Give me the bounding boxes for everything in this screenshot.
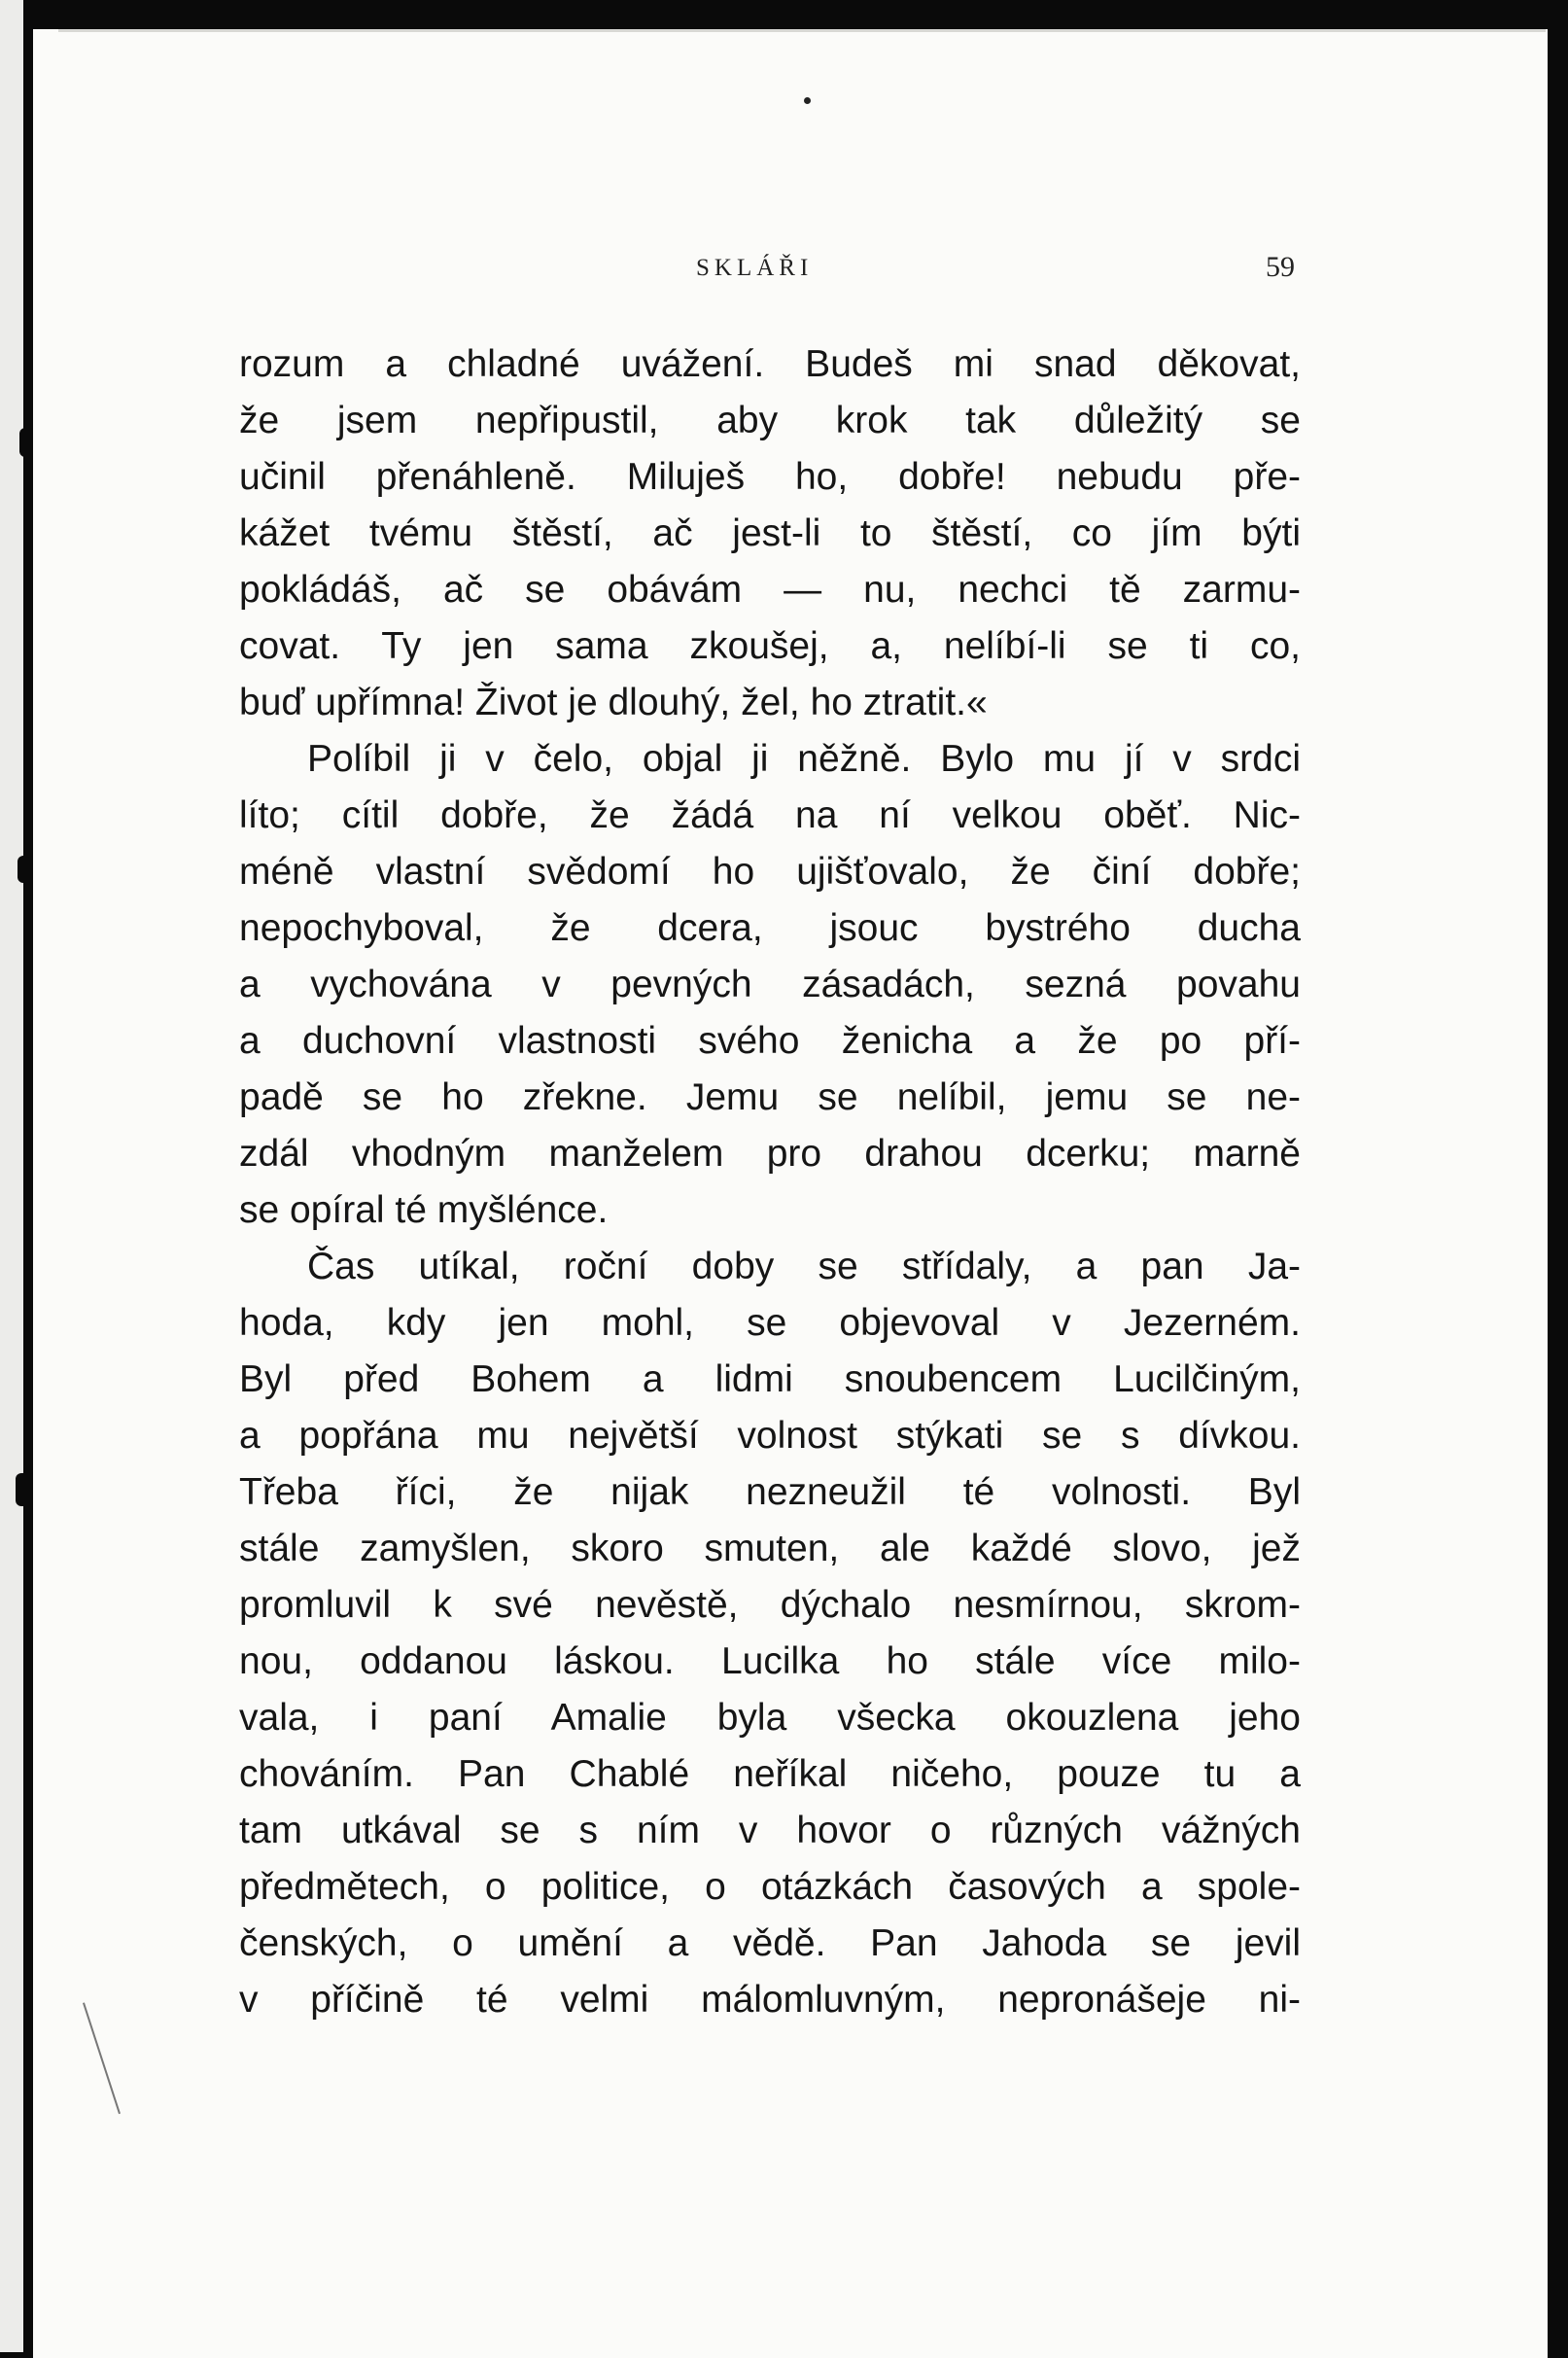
text-line: padě se ho zřekne. Jemu se nelíbil, jemu se ne-	[239, 1076, 1301, 1118]
text-line: čenských, o umění a vědě. Pan Jahoda se jevil	[239, 1922, 1301, 1964]
text-line: rozum a chladné uvážení. Budeš mi snad děkovat,	[239, 343, 1301, 385]
text-line: líto; cítil dobře, že žádá na ní velkou oběť. Nic-	[239, 794, 1301, 836]
text-line: Políbil ji v čelo, objal ji něžně. Bylo mu jí v srdci	[307, 738, 1301, 780]
text-line: Čas utíkal, roční doby se střídaly, a pan Ja-	[307, 1246, 1301, 1287]
text-line: a popřána mu největší volnost stýkati se s dívkou.	[239, 1415, 1301, 1457]
text-line: hoda, kdy jen mohl, se objevoval v Jezerném.	[239, 1302, 1301, 1344]
text-line: Byl před Bohem a lidmi snoubencem Lucilčiným,	[239, 1358, 1301, 1400]
body-text	[239, 336, 1301, 2028]
book-gutter-edge	[23, 0, 33, 2352]
text-line: buď upřímna! Život je dlouhý, žel, ho ztratit.«	[239, 682, 988, 723]
text-line: nepochyboval, že dcera, jsouc bystrého ducha	[239, 907, 1301, 949]
gutter-mark	[16, 1473, 35, 1506]
text-line: stále zamyšlen, skoro smuten, ale každé slovo, jež	[239, 1528, 1301, 1569]
text-line: kážet tvému štěstí, ač jest-li to štěstí, co jím býti	[239, 512, 1301, 554]
text-line: nou, oddanou láskou. Lucilka ho stále více milo-	[239, 1640, 1301, 1682]
text-line: tam utkával se s ním v hovor o různých vážných	[239, 1810, 1301, 1851]
running-head	[239, 251, 1295, 290]
text-line: Třeba říci, že nijak nezneužil té volnosti. Byl	[239, 1471, 1301, 1513]
text-line: chováním. Pan Chablé neříkal ničeho, pouze tu a	[239, 1753, 1301, 1795]
text-line: učinil přenáhleně. Miluješ ho, dobře! nebudu pře-	[239, 456, 1301, 498]
text-line: covat. Ty jen sama zkoušej, a, nelíbí-li se ti co,	[239, 625, 1301, 667]
page-number: 59	[1266, 251, 1295, 283]
page-top-edge	[58, 29, 1546, 32]
text-line: méně vlastní svědomí ho ujišťovalo, že činí dobře;	[239, 851, 1301, 893]
text-line: předmětech, o politice, o otázkách časových a spole-	[239, 1866, 1301, 1908]
text-line: v příčině té velmi málomluvným, nepronášeje ni-	[239, 1979, 1301, 2021]
text-line: a duchovní vlastnosti svého ženicha a že po pří-	[239, 1020, 1301, 1062]
text-line: promluvil k své nevěstě, dýchalo nesmírnou, skrom-	[239, 1584, 1301, 1626]
text-line: vala, i paní Amalie byla všecka okouzlena jeho	[239, 1697, 1301, 1739]
text-line: že jsem nepřipustil, aby krok tak důležitý se	[239, 400, 1301, 441]
text-line: zdál vhodným manželem pro drahou dcerku; marně	[239, 1133, 1301, 1175]
running-title: SKLÁŘI	[696, 255, 814, 281]
text-line: pokládáš, ač se obávám — nu, nechci tě zarmu-	[239, 569, 1301, 611]
text-line: a vychována v pevných zásadách, sezná povahu	[239, 964, 1301, 1005]
ink-speck	[804, 97, 811, 104]
text-line: se opíral té myšlénce.	[239, 1189, 609, 1231]
